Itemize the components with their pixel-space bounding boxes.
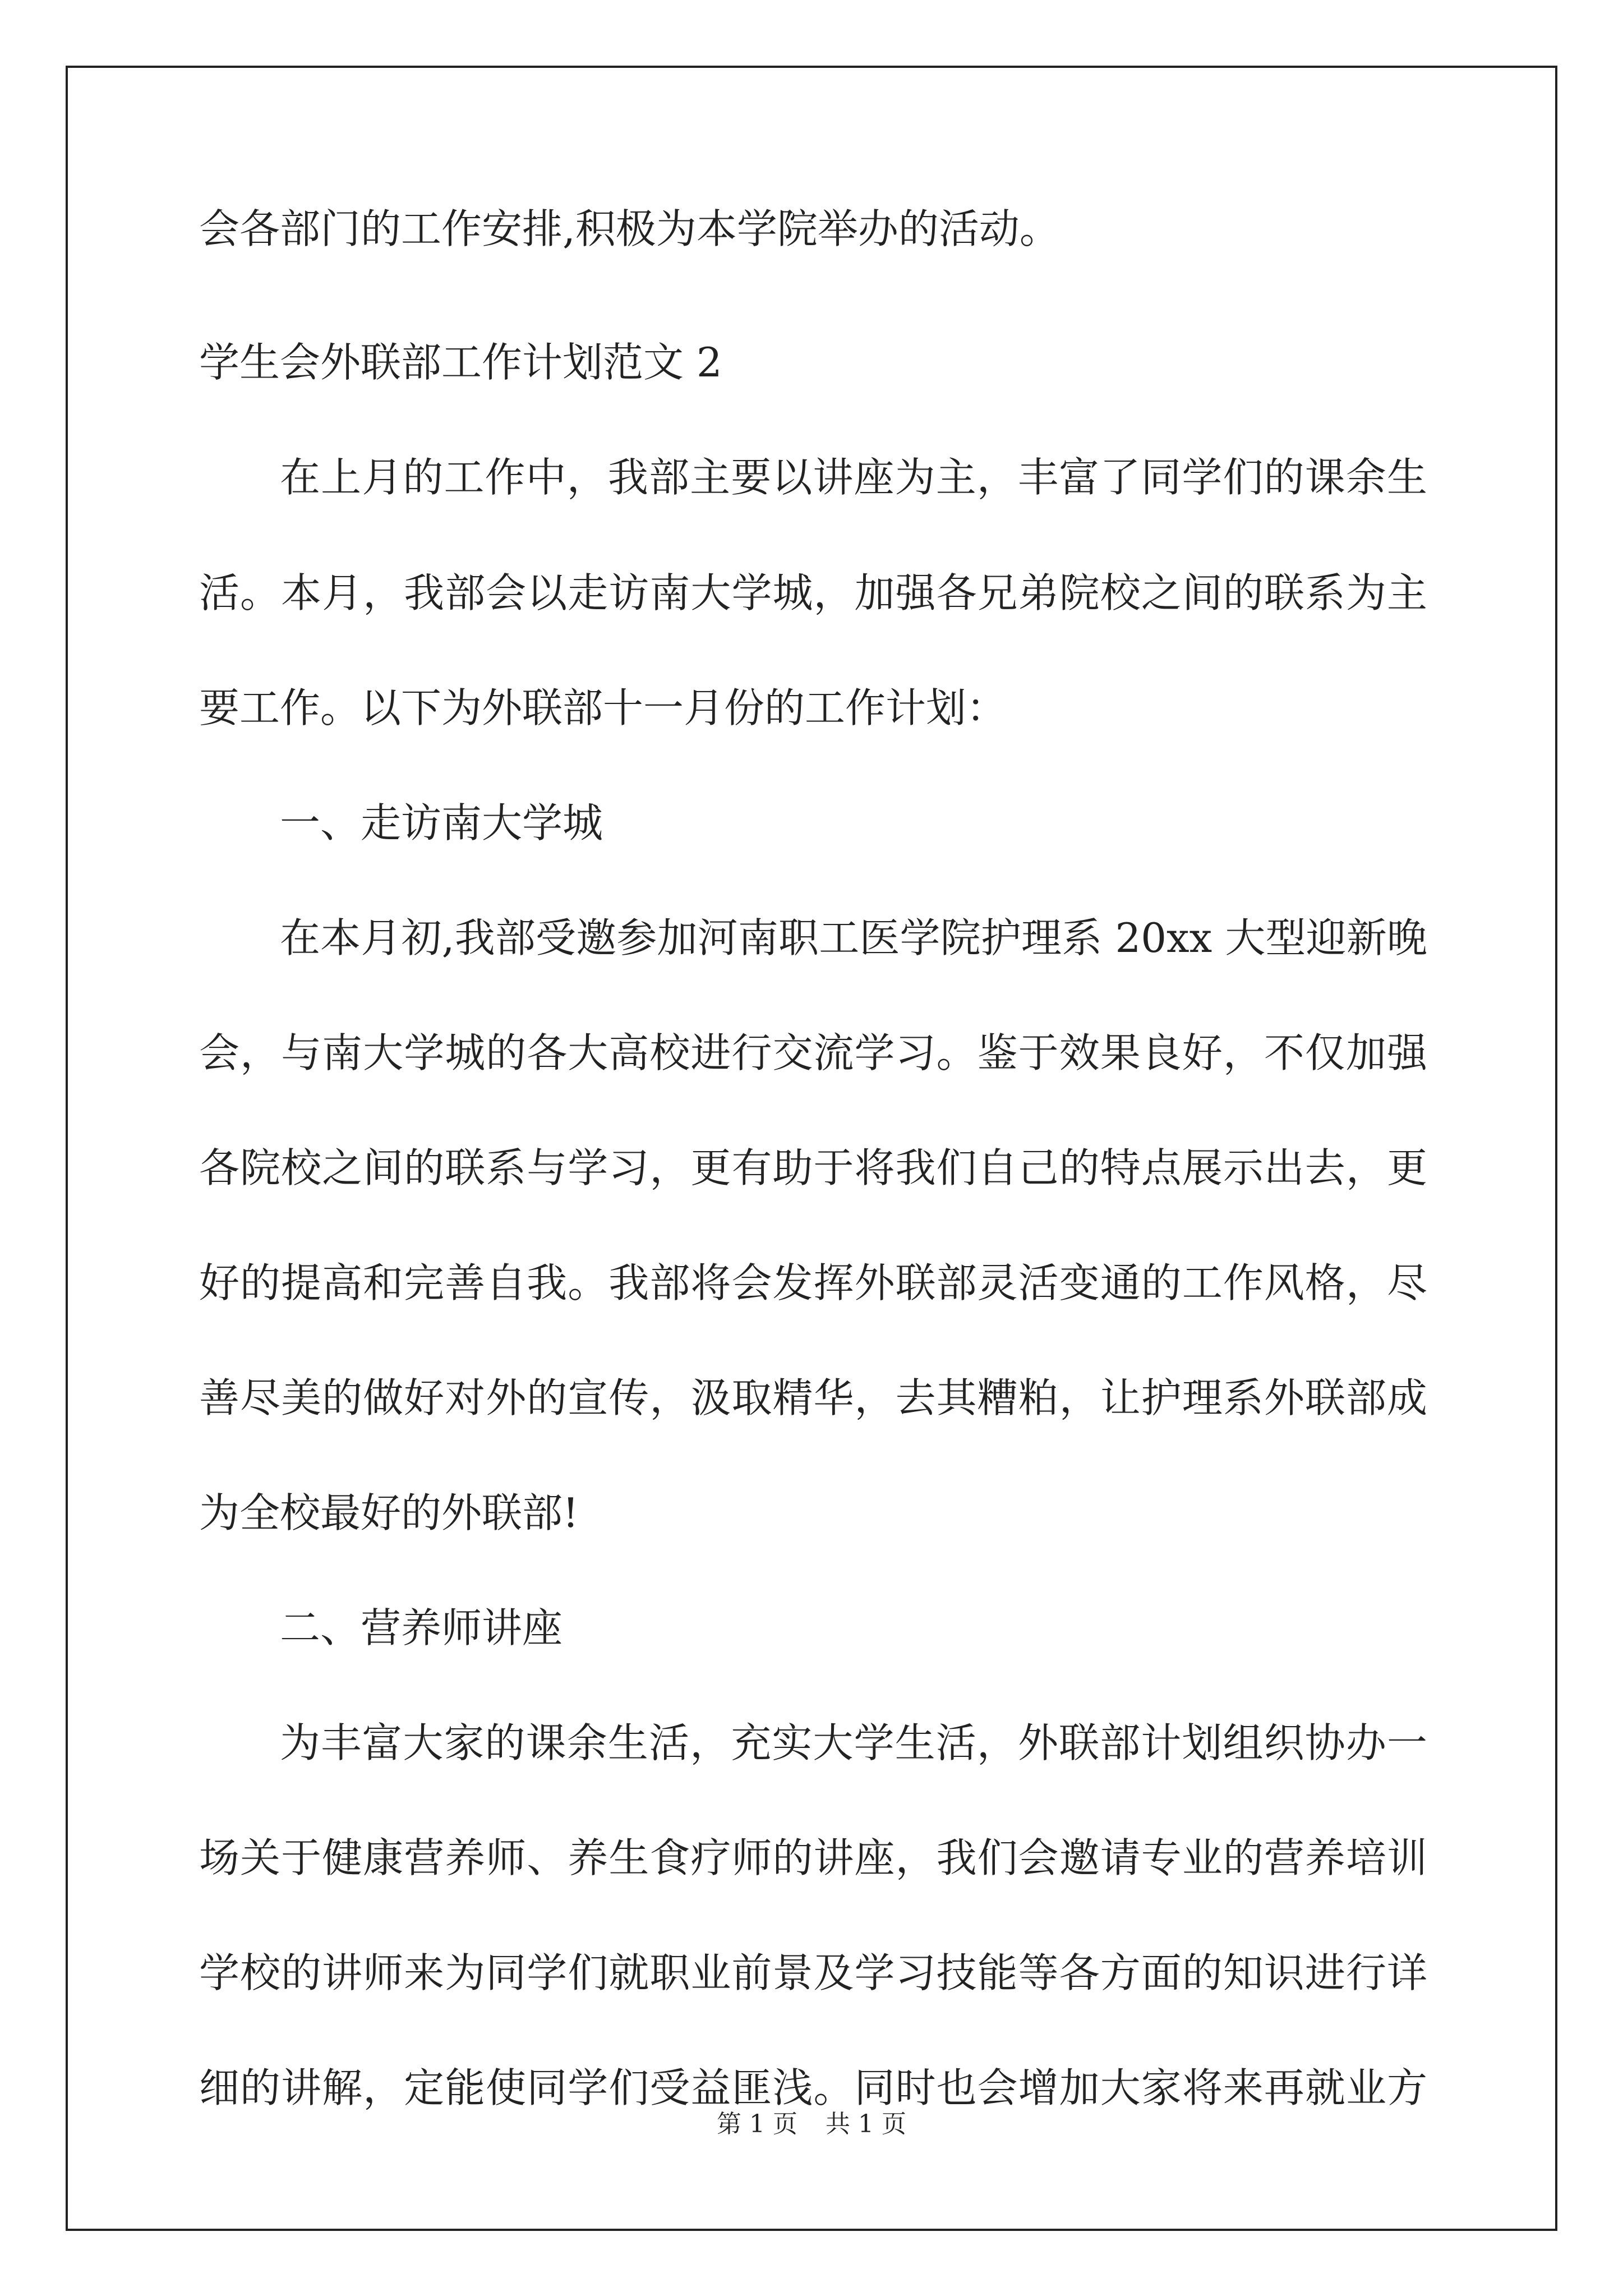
section-heading: 学生会外联部工作计划范文 2 xyxy=(199,339,722,386)
paragraph-line: 学校的讲师来为同学们就职业前景及学习技能等各方面的知识进行详 xyxy=(199,1949,1427,1996)
subheading: 二、营养师讲座 xyxy=(280,1604,563,1651)
paragraph-line: 好的提高和完善自我。我部将会发挥外联部灵活变通的工作风格，尽 xyxy=(199,1259,1427,1306)
paragraph-line: 善尽美的做好对外的宣传，汲取精华，去其糟粕，让护理系外联部成 xyxy=(199,1374,1427,1421)
paragraph-line: 为全校最好的外联部! xyxy=(199,1489,579,1536)
paragraph-line: 为丰富大家的课余生活，充实大学生活，外联部计划组织协办一 xyxy=(280,1719,1427,1766)
paragraph-line: 各院校之间的联系与学习，更有助于将我们自己的特点展示出去，更 xyxy=(199,1144,1427,1191)
paragraph-line: 细的讲解，定能使同学们受益匪浅。同时也会增加大家将来再就业方 xyxy=(199,2064,1427,2111)
paragraph-line: 在上月的工作中，我部主要以讲座为主，丰富了同学们的课余生 xyxy=(280,454,1427,501)
paragraph-line: 活。本月，我部会以走访南大学城，加强各兄弟院校之间的联系为主 xyxy=(199,569,1427,616)
page-number: 第 1 页 xyxy=(717,2110,797,2138)
paragraph-line: 场关于健康营养师、养生食疗师的讲座，我们会邀请专业的营养培训 xyxy=(199,1834,1427,1881)
paragraph-line: 要工作。以下为外联部十一月份的工作计划： xyxy=(199,684,1007,731)
page-total: 共 1 页 xyxy=(826,2110,906,2138)
paragraph-line: 会，与南大学城的各大高校进行交流学习。鉴于效果良好，不仅加强 xyxy=(199,1029,1427,1076)
page-footer xyxy=(0,2112,1623,2137)
paragraph-line: 在本月初,我部受邀参加河南职工医学院护理系 20xx 大型迎新晚 xyxy=(280,914,1427,961)
subheading: 一、走访南大学城 xyxy=(280,799,603,846)
text-line: 会各部门的工作安排,积极为本学院举办的活动。 xyxy=(199,205,1060,252)
